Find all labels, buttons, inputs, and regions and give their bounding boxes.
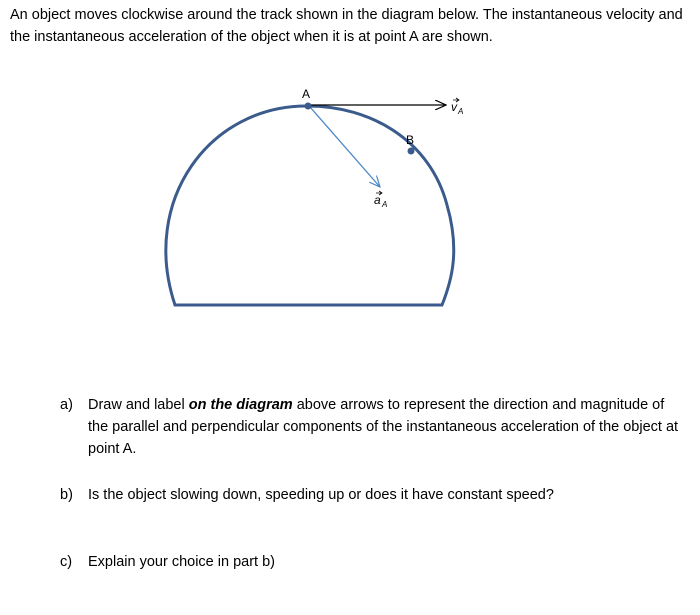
problem-statement: An object moves clockwise around the track shown in the diagram below. The instantaneous velocity and the instantaneous acceleration of the object when it is at point A are shown. [10,7,683,45]
velocity-label [451,98,463,116]
question-a-letter: a) [60,397,73,413]
question-c [60,551,685,573]
point-b-label: B [406,133,415,147]
svg-text:A: A [382,200,388,209]
point-a-label: A [302,87,311,101]
svg-text:a: a [374,193,381,207]
point-a [305,103,312,110]
question-b-letter: b) [60,487,73,503]
svg-text:v: v [451,100,457,114]
question-a-emphasis: on the diagram [188,397,293,413]
question-c-letter: c) [60,554,73,570]
question-b [60,484,685,506]
acceleration-label [374,191,387,209]
point-b [408,148,415,155]
question-c-text: Explain your choice in part b) [88,554,275,570]
svg-text:A: A [458,107,464,116]
question-b-text: Is the object slowing down, speeding up or does it have constant speed? [88,487,554,503]
question-a-text: Draw and label on the diagram above arrows to represent the direction and magnitude of the parallel and perpendicular components of the instantaneous acceleration of the object at point A. [88,397,679,457]
question-a [60,394,685,460]
